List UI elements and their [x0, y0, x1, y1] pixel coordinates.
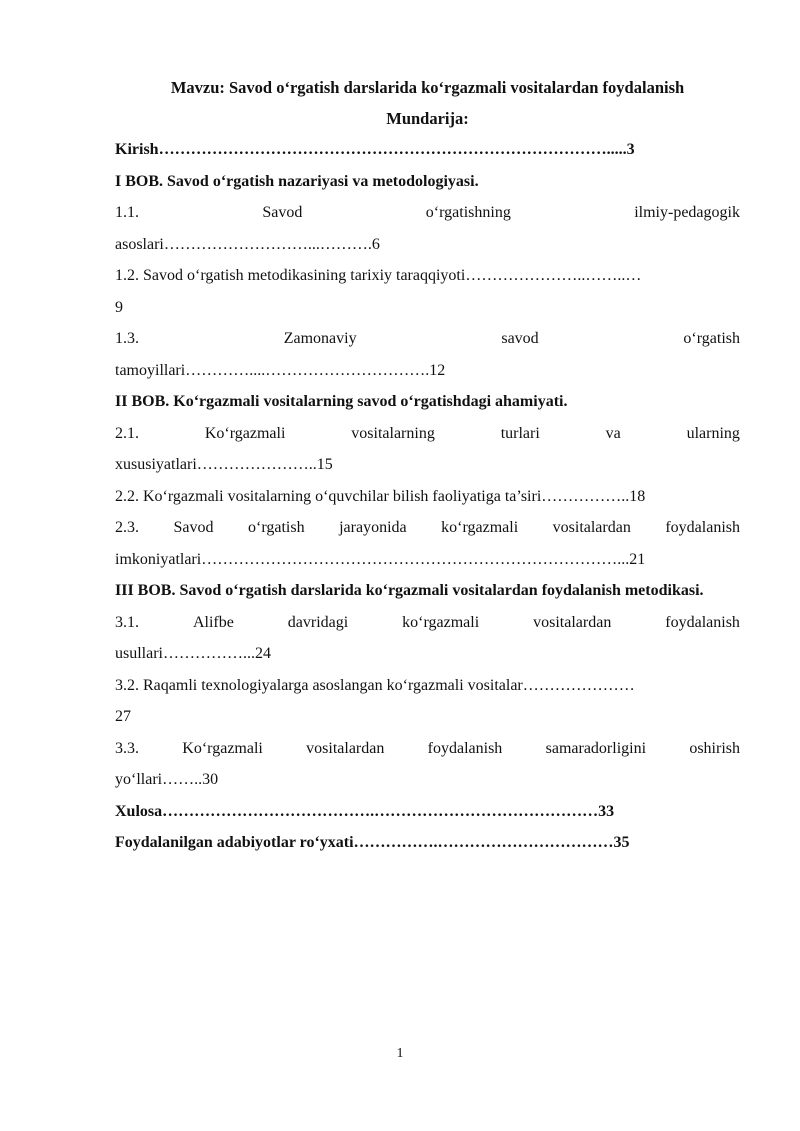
toc-word: jarayonida — [339, 519, 407, 536]
toc-entry-2-2: 2.2. Ko‘rgazmali vositalarning o‘quvchilar bilish faoliyatiga ta’siri……………..18 — [115, 487, 646, 505]
toc-word: 1.1. — [115, 204, 139, 221]
toc-entry-1-1 — [115, 197, 740, 229]
toc-word: Savod — [262, 204, 303, 221]
chapter-3-heading: III BOB. Savod o‘rgatish darslarida ko‘rgazmali vositalardan foydalanish metodikasi. — [115, 582, 704, 599]
toc-entry-references: Foydalanilgan adabiyotlar ro‘yxati…………….……………………………35 — [115, 834, 630, 851]
toc-word: ularning — [686, 424, 740, 442]
toc-word: 2.3. — [115, 519, 139, 536]
toc-entry-1-2-page: 9 — [115, 298, 123, 316]
toc-word: foydalanish — [665, 519, 740, 536]
toc-word: vositalardan — [552, 519, 631, 536]
chapter-2-heading: II BOB. Ko‘rgazmali vositalarning savod o‘rgatishdagi ahamiyati. — [115, 393, 568, 410]
toc-word: savod — [501, 330, 539, 347]
toc-entry-1-1-page: asoslari………………………...……….6 — [115, 235, 380, 253]
toc-word: vositalarning — [351, 424, 435, 442]
toc-entry-3-2-page: 27 — [115, 708, 131, 725]
toc-heading: Mundarija: — [386, 109, 469, 128]
table-of-contents — [115, 74, 740, 859]
toc-entry-2-1 — [115, 418, 740, 450]
toc-word: Alifbe — [192, 613, 234, 631]
toc-word: ko‘rgazmali — [441, 519, 519, 536]
toc-word: vositalardan — [306, 739, 385, 757]
toc-word: 2.1. — [115, 424, 139, 442]
toc-word: turlari — [500, 424, 540, 442]
toc-entry-3-1-page: usullari……………...24 — [115, 645, 271, 662]
toc-word: davridagi — [287, 613, 349, 631]
toc-entry-conclusion: Xulosa………………………………….……………………………………33 — [115, 802, 615, 820]
toc-word: 3.1. — [115, 613, 139, 631]
toc-entry-intro: Kirish………………………………………………………………………….....3 — [115, 141, 635, 158]
toc-word: vositalardan — [533, 613, 612, 631]
toc-word: oshirish — [689, 739, 740, 757]
toc-entry-2-3-page: imkoniyatlari……………………………………………………………………...21 — [115, 550, 646, 568]
page-number: 1 — [396, 1046, 404, 1061]
toc-word: o‘rgatishning — [425, 204, 511, 221]
toc-entry-2-3 — [115, 512, 740, 544]
toc-entry-3-2: 3.2. Raqamli texnologiyalarga asoslangan ko‘rgazmali vositalar………………… — [115, 676, 635, 694]
toc-word: foydalanish — [427, 739, 503, 757]
toc-entry-3-3 — [115, 733, 740, 765]
toc-entry-1-2: 1.2. Savod o‘rgatish metodikasining tarixiy taraqqiyoti…………………..……..… — [115, 267, 642, 284]
toc-word: Zamonaviy — [283, 330, 357, 347]
toc-word: Ko‘rgazmali — [204, 424, 286, 442]
toc-word: Ko‘rgazmali — [182, 739, 263, 757]
toc-word: Savod — [173, 519, 214, 536]
document-title: Mavzu: Savod o‘rgatish darslarida ko‘rgazmali vositalardan foydalanish — [170, 78, 685, 97]
toc-word: o‘rgatish — [248, 519, 305, 536]
chapter-1-heading: I BOB. Savod o‘rgatish nazariyasi va metodologiyasi. — [115, 172, 479, 190]
toc-entry-2-1-page: xususiyatlari…………………..15 — [115, 456, 333, 473]
toc-word: ko‘rgazmali — [402, 613, 480, 631]
toc-word: ilmiy-pedagogik — [634, 204, 740, 221]
toc-word: foydalanish — [665, 613, 740, 631]
toc-word: 1.3. — [115, 330, 139, 347]
toc-word: va — [605, 424, 621, 442]
toc-entry-1-3 — [115, 323, 740, 355]
toc-entry-3-1 — [115, 607, 740, 639]
toc-word: 3.3. — [115, 739, 139, 757]
toc-entry-1-3-page: tamoyillari…………....………………………….12 — [115, 361, 446, 379]
toc-entry-3-3-page: yo‘llari……..30 — [115, 771, 219, 788]
toc-word: samaradorligini — [545, 739, 647, 757]
toc-word: o‘rgatish — [683, 330, 740, 347]
